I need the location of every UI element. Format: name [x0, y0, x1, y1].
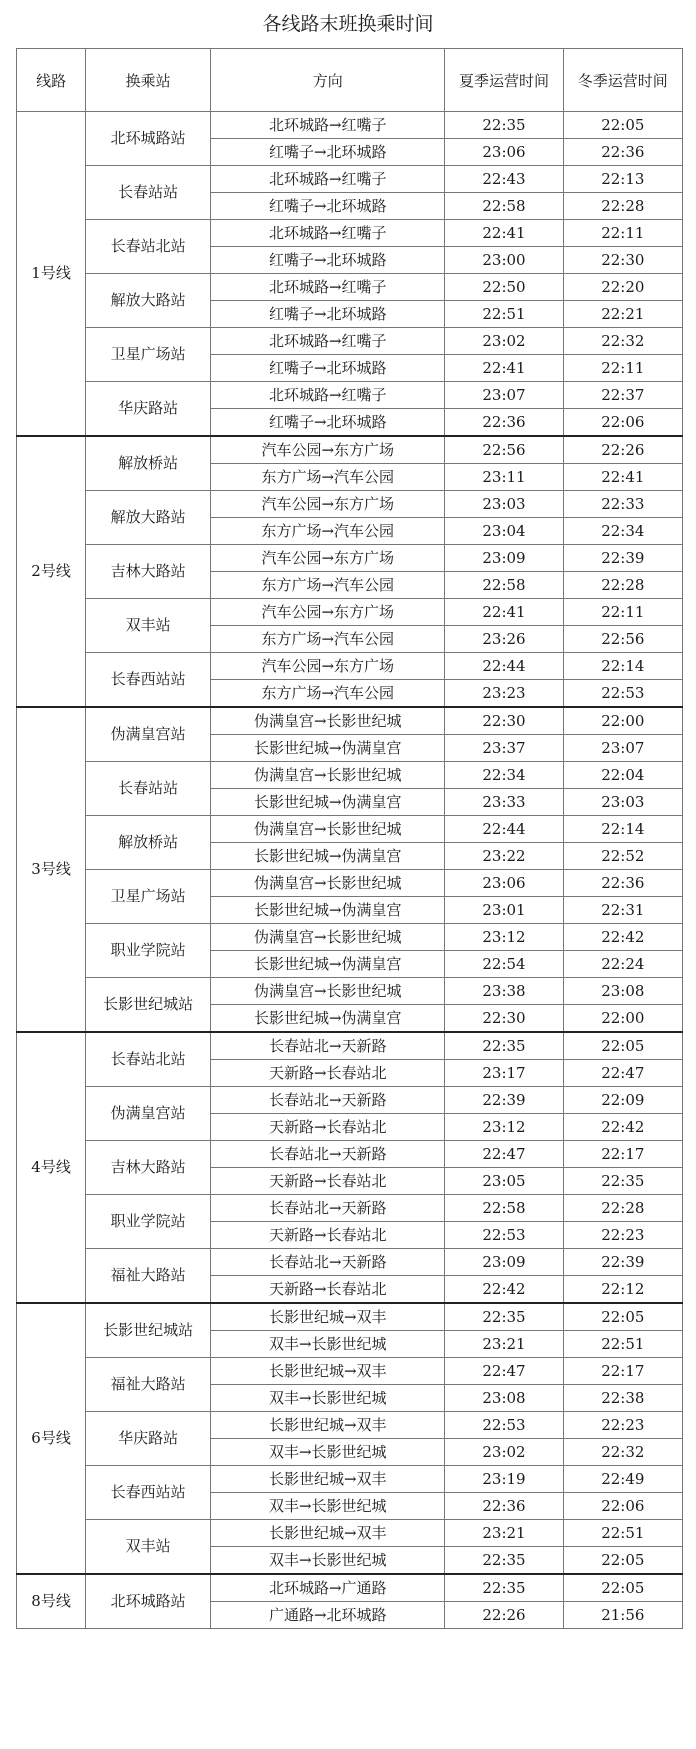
summer-time-cell: 23:09	[445, 1249, 563, 1276]
station-cell: 长春西站站	[86, 653, 211, 708]
direction-cell: 广通路→北环城路	[211, 1602, 445, 1629]
summer-time-cell: 22:58	[445, 193, 563, 220]
table-row	[17, 1032, 683, 1060]
direction-cell: 天新路→长春站北	[211, 1222, 445, 1249]
station-cell: 华庆路站	[86, 382, 211, 437]
summer-time-cell: 23:33	[445, 789, 563, 816]
winter-time-cell: 22:09	[563, 1087, 682, 1114]
summer-time-cell: 23:08	[445, 1385, 563, 1412]
summer-time-cell: 23:38	[445, 978, 563, 1005]
winter-time-cell: 22:05	[563, 112, 682, 139]
winter-time-cell: 22:11	[563, 599, 682, 626]
direction-cell: 长影世纪城→双丰	[211, 1358, 445, 1385]
line-cell: 3号线	[17, 707, 86, 1032]
table-row	[17, 1574, 683, 1602]
direction-cell: 伪满皇宫→长影世纪城	[211, 762, 445, 789]
line-cell: 1号线	[17, 112, 86, 437]
table-row	[17, 1520, 683, 1547]
direction-cell: 红嘴子→北环城路	[211, 139, 445, 166]
summer-time-cell: 23:23	[445, 680, 563, 708]
direction-cell: 长影世纪城→双丰	[211, 1466, 445, 1493]
header-row	[17, 49, 683, 112]
station-cell: 解放大路站	[86, 274, 211, 328]
direction-cell: 长春站北→天新路	[211, 1195, 445, 1222]
direction-cell: 汽车公园→东方广场	[211, 436, 445, 464]
summer-time-cell: 23:00	[445, 247, 563, 274]
winter-time-cell: 23:08	[563, 978, 682, 1005]
summer-time-cell: 23:02	[445, 1439, 563, 1466]
direction-cell: 北环城路→红嘴子	[211, 382, 445, 409]
station-cell: 福祉大路站	[86, 1358, 211, 1412]
winter-time-cell: 22:41	[563, 464, 682, 491]
winter-time-cell: 23:07	[563, 735, 682, 762]
direction-cell: 伪满皇宫→长影世纪城	[211, 978, 445, 1005]
summer-time-cell: 22:30	[445, 1005, 563, 1033]
station-cell: 解放桥站	[86, 436, 211, 491]
summer-time-cell: 22:26	[445, 1602, 563, 1629]
summer-time-cell: 22:41	[445, 599, 563, 626]
station-cell: 吉林大路站	[86, 545, 211, 599]
summer-time-cell: 23:12	[445, 1114, 563, 1141]
station-cell: 卫星广场站	[86, 870, 211, 924]
winter-time-cell: 23:03	[563, 789, 682, 816]
direction-cell: 双丰→长影世纪城	[211, 1331, 445, 1358]
summer-time-cell: 23:26	[445, 626, 563, 653]
station-cell: 福祉大路站	[86, 1249, 211, 1304]
header-station: 换乘站	[86, 49, 211, 112]
station-cell: 双丰站	[86, 599, 211, 653]
direction-cell: 红嘴子→北环城路	[211, 247, 445, 274]
summer-time-cell: 22:36	[445, 1493, 563, 1520]
header-line: 线路	[17, 49, 86, 112]
table-row	[17, 1358, 683, 1385]
direction-cell: 双丰→长影世纪城	[211, 1493, 445, 1520]
direction-cell: 伪满皇宫→长影世纪城	[211, 816, 445, 843]
summer-time-cell: 22:43	[445, 166, 563, 193]
direction-cell: 长春站北→天新路	[211, 1087, 445, 1114]
winter-time-cell: 22:36	[563, 139, 682, 166]
page-title: 各线路末班换乘时间	[262, 13, 434, 35]
summer-time-cell: 22:51	[445, 301, 563, 328]
direction-cell: 双丰→长影世纪城	[211, 1439, 445, 1466]
summer-time-cell: 22:53	[445, 1222, 563, 1249]
winter-time-cell: 21:56	[563, 1602, 682, 1629]
direction-cell: 汽车公园→东方广场	[211, 491, 445, 518]
direction-cell: 东方广场→汽车公园	[211, 572, 445, 599]
winter-time-cell: 22:05	[563, 1303, 682, 1331]
summer-time-cell: 22:44	[445, 653, 563, 680]
header-summer-time: 夏季运营时间	[445, 49, 563, 112]
winter-time-cell: 22:21	[563, 301, 682, 328]
header-direction: 方向	[211, 49, 445, 112]
header-winter-time: 冬季运营时间	[563, 49, 682, 112]
station-cell: 华庆路站	[86, 1412, 211, 1466]
summer-time-cell: 22:35	[445, 1547, 563, 1575]
winter-time-cell: 22:11	[563, 355, 682, 382]
direction-cell: 北环城路→广通路	[211, 1574, 445, 1602]
summer-time-cell: 23:02	[445, 328, 563, 355]
summer-time-cell: 22:41	[445, 220, 563, 247]
station-cell: 长春站站	[86, 166, 211, 220]
direction-cell: 长影世纪城→双丰	[211, 1412, 445, 1439]
summer-time-cell: 22:58	[445, 1195, 563, 1222]
summer-time-cell: 22:56	[445, 436, 563, 464]
table-row	[17, 220, 683, 247]
table-row	[17, 1195, 683, 1222]
line-cell: 8号线	[17, 1574, 86, 1629]
table-row	[17, 1412, 683, 1439]
winter-time-cell: 22:39	[563, 545, 682, 572]
summer-time-cell: 22:42	[445, 1276, 563, 1304]
table-row	[17, 166, 683, 193]
direction-cell: 天新路→长春站北	[211, 1060, 445, 1087]
direction-cell: 东方广场→汽车公园	[211, 518, 445, 545]
summer-time-cell: 23:21	[445, 1331, 563, 1358]
table-row	[17, 924, 683, 951]
winter-time-cell: 22:34	[563, 518, 682, 545]
winter-time-cell: 22:31	[563, 897, 682, 924]
winter-time-cell: 22:05	[563, 1032, 682, 1060]
summer-time-cell: 23:17	[445, 1060, 563, 1087]
direction-cell: 长影世纪城→伪满皇宫	[211, 735, 445, 762]
summer-time-cell: 22:34	[445, 762, 563, 789]
summer-time-cell: 22:36	[445, 409, 563, 437]
direction-cell: 北环城路→红嘴子	[211, 166, 445, 193]
direction-cell: 汽车公园→东方广场	[211, 653, 445, 680]
summer-time-cell: 23:11	[445, 464, 563, 491]
winter-time-cell: 22:28	[563, 572, 682, 599]
direction-cell: 天新路→长春站北	[211, 1276, 445, 1304]
winter-time-cell: 22:23	[563, 1222, 682, 1249]
station-cell: 长春西站站	[86, 1466, 211, 1520]
summer-time-cell: 22:54	[445, 951, 563, 978]
winter-time-cell: 22:56	[563, 626, 682, 653]
station-cell: 伪满皇宫站	[86, 707, 211, 762]
winter-time-cell: 22:05	[563, 1574, 682, 1602]
summer-time-cell: 23:09	[445, 545, 563, 572]
winter-time-cell: 22:00	[563, 707, 682, 735]
table-row	[17, 491, 683, 518]
winter-time-cell: 22:12	[563, 1276, 682, 1304]
table-row	[17, 653, 683, 680]
station-cell: 北环城路站	[86, 112, 211, 166]
winter-time-cell: 22:35	[563, 1168, 682, 1195]
winter-time-cell: 22:32	[563, 1439, 682, 1466]
direction-cell: 天新路→长春站北	[211, 1168, 445, 1195]
summer-time-cell: 22:35	[445, 1574, 563, 1602]
direction-cell: 北环城路→红嘴子	[211, 328, 445, 355]
summer-time-cell: 23:19	[445, 1466, 563, 1493]
transfer-timetable	[16, 48, 683, 1629]
winter-time-cell: 22:06	[563, 409, 682, 437]
table-row	[17, 545, 683, 572]
direction-cell: 红嘴子→北环城路	[211, 409, 445, 437]
summer-time-cell: 23:03	[445, 491, 563, 518]
winter-time-cell: 22:37	[563, 382, 682, 409]
winter-time-cell: 22:42	[563, 1114, 682, 1141]
direction-cell: 东方广场→汽车公园	[211, 680, 445, 708]
station-cell: 长影世纪城站	[86, 1303, 211, 1358]
summer-time-cell: 23:21	[445, 1520, 563, 1547]
summer-time-cell: 23:05	[445, 1168, 563, 1195]
direction-cell: 长影世纪城→伪满皇宫	[211, 897, 445, 924]
winter-time-cell: 22:47	[563, 1060, 682, 1087]
table-row	[17, 870, 683, 897]
direction-cell: 伪满皇宫→长影世纪城	[211, 924, 445, 951]
winter-time-cell: 22:04	[563, 762, 682, 789]
winter-time-cell: 22:13	[563, 166, 682, 193]
station-cell: 长春站北站	[86, 220, 211, 274]
winter-time-cell: 22:14	[563, 653, 682, 680]
station-cell: 伪满皇宫站	[86, 1087, 211, 1141]
summer-time-cell: 22:30	[445, 707, 563, 735]
table-row	[17, 1466, 683, 1493]
line-cell: 4号线	[17, 1032, 86, 1303]
summer-time-cell: 22:39	[445, 1087, 563, 1114]
direction-cell: 双丰→长影世纪城	[211, 1547, 445, 1575]
winter-time-cell: 22:11	[563, 220, 682, 247]
station-cell: 职业学院站	[86, 924, 211, 978]
line-cell: 2号线	[17, 436, 86, 707]
winter-time-cell: 22:20	[563, 274, 682, 301]
summer-time-cell: 23:01	[445, 897, 563, 924]
summer-time-cell: 22:58	[445, 572, 563, 599]
summer-time-cell: 22:47	[445, 1358, 563, 1385]
summer-time-cell: 22:35	[445, 112, 563, 139]
direction-cell: 长影世纪城→双丰	[211, 1303, 445, 1331]
summer-time-cell: 22:47	[445, 1141, 563, 1168]
table-row	[17, 816, 683, 843]
winter-time-cell: 22:28	[563, 193, 682, 220]
winter-time-cell: 22:26	[563, 436, 682, 464]
winter-time-cell: 22:00	[563, 1005, 682, 1033]
direction-cell: 长影世纪城→伪满皇宫	[211, 789, 445, 816]
winter-time-cell: 22:53	[563, 680, 682, 708]
table-row	[17, 707, 683, 735]
winter-time-cell: 22:33	[563, 491, 682, 518]
direction-cell: 长影世纪城→伪满皇宫	[211, 951, 445, 978]
summer-time-cell: 22:50	[445, 274, 563, 301]
winter-time-cell: 22:49	[563, 1466, 682, 1493]
direction-cell: 长影世纪城→伪满皇宫	[211, 1005, 445, 1033]
table-row	[17, 599, 683, 626]
direction-cell: 北环城路→红嘴子	[211, 220, 445, 247]
station-cell: 吉林大路站	[86, 1141, 211, 1195]
direction-cell: 汽车公园→东方广场	[211, 545, 445, 572]
station-cell: 解放桥站	[86, 816, 211, 870]
table-row	[17, 328, 683, 355]
direction-cell: 伪满皇宫→长影世纪城	[211, 870, 445, 897]
direction-cell: 东方广场→汽车公园	[211, 626, 445, 653]
winter-time-cell: 22:17	[563, 1358, 682, 1385]
winter-time-cell: 22:17	[563, 1141, 682, 1168]
winter-time-cell: 22:36	[563, 870, 682, 897]
winter-time-cell: 22:39	[563, 1249, 682, 1276]
station-cell: 长春站北站	[86, 1032, 211, 1087]
summer-time-cell: 22:35	[445, 1032, 563, 1060]
direction-cell: 长影世纪城→伪满皇宫	[211, 843, 445, 870]
summer-time-cell: 22:41	[445, 355, 563, 382]
station-cell: 卫星广场站	[86, 328, 211, 382]
direction-cell: 双丰→长影世纪城	[211, 1385, 445, 1412]
table-row	[17, 436, 683, 464]
table-row	[17, 274, 683, 301]
line-cell: 6号线	[17, 1303, 86, 1574]
table-row	[17, 1249, 683, 1276]
summer-time-cell: 22:44	[445, 816, 563, 843]
direction-cell: 长春站北→天新路	[211, 1141, 445, 1168]
direction-cell: 汽车公园→东方广场	[211, 599, 445, 626]
table-row	[17, 978, 683, 1005]
winter-time-cell: 22:28	[563, 1195, 682, 1222]
summer-time-cell: 23:37	[445, 735, 563, 762]
winter-time-cell: 22:24	[563, 951, 682, 978]
winter-time-cell: 22:14	[563, 816, 682, 843]
winter-time-cell: 22:51	[563, 1331, 682, 1358]
direction-cell: 长春站北→天新路	[211, 1249, 445, 1276]
direction-cell: 长春站北→天新路	[211, 1032, 445, 1060]
direction-cell: 红嘴子→北环城路	[211, 193, 445, 220]
summer-time-cell: 22:35	[445, 1303, 563, 1331]
summer-time-cell: 23:06	[445, 139, 563, 166]
station-cell: 双丰站	[86, 1520, 211, 1575]
summer-time-cell: 23:12	[445, 924, 563, 951]
direction-cell: 北环城路→红嘴子	[211, 112, 445, 139]
winter-time-cell: 22:51	[563, 1520, 682, 1547]
summer-time-cell: 23:04	[445, 518, 563, 545]
direction-cell: 红嘴子→北环城路	[211, 301, 445, 328]
winter-time-cell: 22:05	[563, 1547, 682, 1575]
station-cell: 长影世纪城站	[86, 978, 211, 1033]
summer-time-cell: 22:53	[445, 1412, 563, 1439]
direction-cell: 红嘴子→北环城路	[211, 355, 445, 382]
direction-cell: 北环城路→红嘴子	[211, 274, 445, 301]
summer-time-cell: 23:06	[445, 870, 563, 897]
station-cell: 长春站站	[86, 762, 211, 816]
table-row	[17, 1087, 683, 1114]
table-row	[17, 112, 683, 139]
winter-time-cell: 22:30	[563, 247, 682, 274]
table-row	[17, 762, 683, 789]
direction-cell: 天新路→长春站北	[211, 1114, 445, 1141]
station-cell: 北环城路站	[86, 1574, 211, 1629]
station-cell: 解放大路站	[86, 491, 211, 545]
table-row	[17, 382, 683, 409]
summer-time-cell: 23:22	[445, 843, 563, 870]
winter-time-cell: 22:32	[563, 328, 682, 355]
direction-cell: 伪满皇宫→长影世纪城	[211, 707, 445, 735]
direction-cell: 东方广场→汽车公园	[211, 464, 445, 491]
station-cell: 职业学院站	[86, 1195, 211, 1249]
table-row	[17, 1303, 683, 1331]
summer-time-cell: 23:07	[445, 382, 563, 409]
winter-time-cell: 22:52	[563, 843, 682, 870]
winter-time-cell: 22:23	[563, 1412, 682, 1439]
winter-time-cell: 22:42	[563, 924, 682, 951]
winter-time-cell: 22:06	[563, 1493, 682, 1520]
timetable-body	[17, 112, 683, 1629]
table-row	[17, 1141, 683, 1168]
winter-time-cell: 22:38	[563, 1385, 682, 1412]
direction-cell: 长影世纪城→双丰	[211, 1520, 445, 1547]
